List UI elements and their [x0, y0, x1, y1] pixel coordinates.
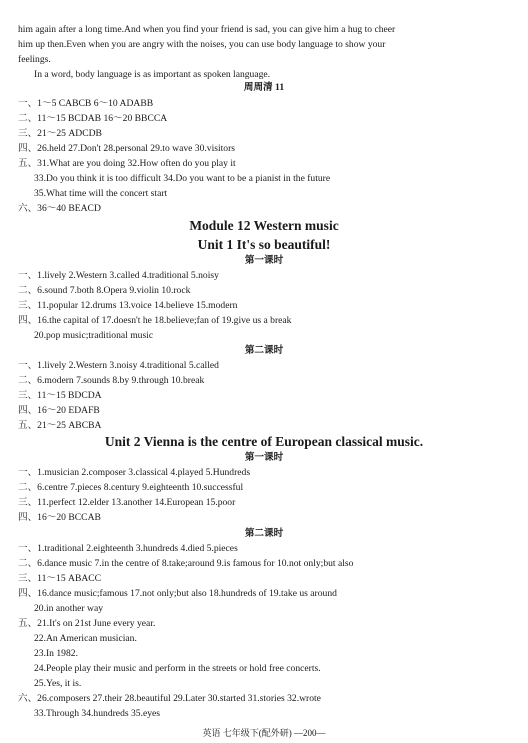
answer-line: 五、21～25 ABCBA [18, 420, 102, 431]
answer-line: 35.What time will the concert start [34, 188, 168, 199]
intro-line: feelings. [18, 54, 51, 65]
answer-line: 一、1～5 CABCB 6～10 ADABB [18, 98, 154, 109]
answer-line: 二、6.centre 7.pieces 8.century 9.eighteenth 10.successful [18, 482, 244, 493]
answer-line: 五、31.What are you doing 32.How often do you play it [18, 158, 236, 169]
answer-line: 一、1.traditional 2.eighteenth 3.hundreds 4.died 5.pieces [18, 543, 238, 554]
lesson-title: 第二课时 [244, 528, 284, 539]
answer-line: 一、1.lively 2.Western 3.noisy 4.traditional 5.called [18, 360, 219, 371]
answer-line: 一、1.lively 2.Western 3.called 4.traditional 5.noisy [18, 270, 219, 281]
answer-line: 四、16.dance music;famous 17.not only;but also 18.hundreds of 19.take us around [18, 588, 337, 599]
unit-title: Unit 1 It's so beautiful! [197, 237, 331, 252]
answer-line: 一、1.musician 2.composer 3.classical 4.played 5.Hundreds [18, 467, 251, 478]
answer-line: 四、26.held 27.Don't 28.personal 29.to wave 30.visitors [18, 143, 236, 154]
module-title: Module 12 Western music [189, 218, 339, 233]
answer-line: 22.An American musician. [34, 633, 137, 644]
answer-line: 23.In 1982. [34, 648, 78, 659]
answer-line: 33.Do you think it is too difficult 34.Do you want to be a pianist in the future [34, 173, 331, 184]
answer-line: 三、11～15 BDCDA [18, 390, 102, 401]
answer-line: 20.in another way [34, 603, 104, 614]
answer-line: 五、21.It's on 21st June every year. [18, 618, 156, 629]
intro-line: him up then.Even when you are angry with the noises, you can use body language to show your [18, 39, 386, 50]
lesson-title: 第二课时 [244, 345, 284, 356]
answer-line: 25.Yes, it is. [34, 678, 82, 689]
answer-line: 三、11.popular 12.drums 13.voice 14.believe 15.modern [18, 300, 238, 311]
lesson-title: 第一课时 [244, 452, 284, 463]
answer-line: 24.People play their music and perform in the streets or hold free concerts. [34, 663, 321, 674]
intro-line: In a word, body language is as important as spoken language. [34, 69, 271, 80]
intro-line: him again after a long time.And when you find your friend is sad, you can give him a hug to cheer [18, 24, 396, 35]
answer-line: 六、26.composers 27.their 28.beautiful 29.Later 30.started 31.stories 32.wrote [18, 693, 321, 704]
answer-line: 二、11～15 BCDAB 16～20 BBCCA [18, 113, 168, 124]
page-footer: 英语 七年级下(配外研) —200— [202, 728, 326, 738]
weekly-title: 周周清 11 [243, 82, 285, 93]
answer-line: 三、11～15 ABACC [18, 573, 102, 584]
answer-line: 二、6.modern 7.sounds 8.by 9.through 10.break [18, 375, 205, 386]
unit-title: Unit 2 Vienna is the centre of European classical music. [104, 434, 424, 449]
answer-line: 二、6.sound 7.both 8.Opera 9.violin 10.rock [18, 285, 191, 296]
answer-line: 二、6.dance music 7.in the centre of 8.take;around 9.is famous for 10.not only;but also [18, 558, 354, 569]
answer-line: 20.pop music;traditional music [34, 330, 154, 341]
lesson-title: 第一课时 [244, 255, 284, 266]
answer-line: 三、11.perfect 12.elder 13.another 14.European 15.poor [18, 497, 236, 508]
answer-line: 四、16～20 BCCAB [18, 512, 101, 523]
answer-line: 六、36～40 BEACD [18, 203, 101, 214]
answer-line: 三、21～25 ADCDB [18, 128, 102, 139]
answer-line: 33.Through 34.hundreds 35.eyes [34, 708, 161, 719]
answer-line: 四、16.the capital of 17.doesn't he 18.believe;fan of 19.give us a break [18, 315, 292, 326]
answer-line: 四、16～20 EDAFB [18, 405, 100, 416]
